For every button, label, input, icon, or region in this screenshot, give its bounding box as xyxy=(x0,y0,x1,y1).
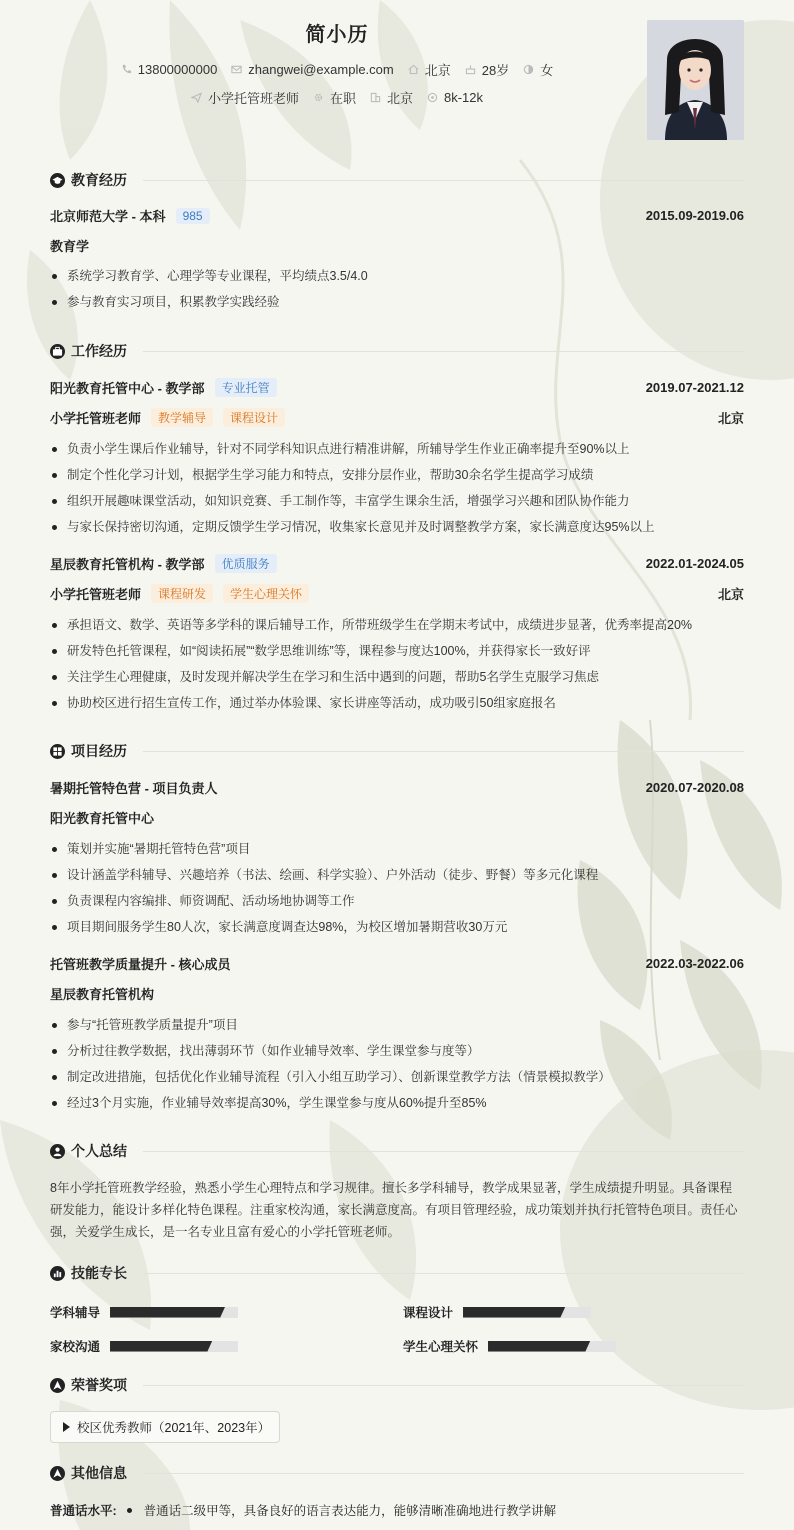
position-name: 小学托管班老师 xyxy=(50,587,142,602)
section-title: 工作经历 xyxy=(71,343,127,359)
home-icon xyxy=(408,64,419,75)
section-title: 荣誉奖项 xyxy=(71,1377,127,1393)
company-tag: 优质服务 xyxy=(215,554,277,573)
other-section xyxy=(50,1463,744,1518)
bullet-dot xyxy=(127,1508,132,1513)
section-title: 技能专长 xyxy=(71,1265,127,1281)
cake-icon xyxy=(465,64,476,75)
briefcase-icon xyxy=(50,344,65,359)
grid-icon xyxy=(50,744,65,759)
status-text: 在职 xyxy=(329,91,356,106)
skill-name: 学科辅导 xyxy=(50,1306,101,1320)
section-title: 个人总结 xyxy=(71,1143,127,1159)
skill-bar xyxy=(110,1307,238,1318)
list-item: 承担语文、数学、英语等多学科的课后辅导工作，所带班级学生在学期末考试中，成绩进步显著，优秀率提高20% xyxy=(50,612,744,638)
email-text: zhangwei@example.com xyxy=(248,62,394,77)
contact-row xyxy=(0,60,674,79)
company-name: 阳光教育托管中心 - 教学部 xyxy=(50,381,205,396)
phone-text: 13800000000 xyxy=(137,62,218,77)
skill-name: 学生心理关怀 xyxy=(403,1340,479,1354)
section-divider xyxy=(143,1273,744,1274)
section-header xyxy=(50,341,744,361)
award-item[interactable] xyxy=(50,1411,280,1443)
position-name: 小学托管班老师 xyxy=(50,411,142,426)
project-bullets xyxy=(50,836,744,940)
education-row xyxy=(50,206,744,225)
section-header xyxy=(50,1263,744,1283)
company-tag: 专业托管 xyxy=(215,378,277,397)
project-row xyxy=(50,954,744,973)
skill-bar-fill xyxy=(463,1307,565,1318)
list-item: 研发特色托管课程，如“阅读拓展”“数学思维训练”等，课程参与度达100%，并获得家长一致好评 xyxy=(50,638,744,664)
salary-item xyxy=(427,88,483,107)
other-label: 普通话水平: xyxy=(50,1504,117,1518)
list-item: 参与教育实习项目，积累教学实践经验 xyxy=(50,289,744,315)
list-item: 分析过往教学数据，找出薄弱环节（如作业辅导效率、学生课堂参与度等） xyxy=(50,1038,744,1064)
section-header xyxy=(50,1141,744,1161)
project-date: 2022.03-2022.06 xyxy=(645,956,744,971)
list-item: 负责小学生课后作业辅导，针对不同学科知识点进行精准讲解，所辅导学生作业正确率提升至90%以上 xyxy=(50,436,744,462)
job-company-row xyxy=(50,554,744,573)
section-divider xyxy=(143,351,744,352)
honors-section xyxy=(50,1375,744,1435)
mail-icon xyxy=(231,64,242,75)
section-divider xyxy=(143,1385,744,1386)
project-bullets xyxy=(50,1012,744,1116)
other-text: 普通话二级甲等，具备良好的语言表达能力，能够清晰准确地进行教学讲解 xyxy=(143,1504,557,1518)
profile-photo xyxy=(647,20,744,140)
building-icon xyxy=(370,92,381,103)
section-header xyxy=(50,1463,744,1483)
school-tag: 985 xyxy=(176,208,210,224)
work-city-text: 北京 xyxy=(386,91,413,106)
section-title: 教育经历 xyxy=(71,172,127,188)
skill-bar xyxy=(463,1307,591,1318)
status-item xyxy=(313,88,356,107)
phone-icon xyxy=(121,64,132,75)
list-item: 协助校区进行招生宣传工作，通过举办体验课、家长讲座等活动，成功吸引50组家庭报名 xyxy=(50,690,744,716)
gender-item xyxy=(523,60,553,79)
gear-icon xyxy=(313,92,324,103)
star-icon xyxy=(50,1466,65,1481)
section-title: 项目经历 xyxy=(71,743,127,759)
list-item: 制定个性化学习计划，根据学生学习能力和特点，安排分层作业，帮助30余名学生提高学习成绩 xyxy=(50,462,744,488)
skill-tag: 课程设计 xyxy=(223,408,285,427)
project-org: 星辰教育托管机构 xyxy=(50,987,155,1002)
section-header xyxy=(50,741,744,761)
projects-section xyxy=(50,741,744,1110)
email-item xyxy=(231,60,393,79)
list-item: 经过3个月实施，作业辅导效率提高30%，学生课堂参与度从60%提升至85% xyxy=(50,1090,744,1116)
list-item: 策划并实施“暑期托管特色营”项目 xyxy=(50,836,744,862)
list-item: 关注学生心理健康，及时发现并解决学生在学习和生活中遇到的问题，帮助5名学生克服学习焦虑 xyxy=(50,664,744,690)
job-date: 2019.07-2021.12 xyxy=(645,380,744,395)
list-item: 与家长保持密切沟通，定期反馈学生学习情况，收集家长意见并及时调整教学方案，家长满意度达95%以上 xyxy=(50,514,744,540)
skill-name: 家校沟通 xyxy=(50,1340,101,1354)
salary-text: 8k-12k xyxy=(444,90,484,105)
age-text: 28岁 xyxy=(481,63,510,78)
award-icon xyxy=(50,1378,65,1393)
major-name: 教育学 xyxy=(50,239,90,254)
candidate-name: 简小历 xyxy=(305,24,369,46)
other-item xyxy=(50,1501,556,1519)
job-company-row xyxy=(50,378,744,397)
education-date: 2015.09-2019.06 xyxy=(645,208,744,223)
award-text: 校区优秀教师（2021年、2023年） xyxy=(77,1421,271,1435)
city-item xyxy=(408,60,451,79)
list-item: 项目期间服务学生80人次，家长满意度调查达98%，为校区增加暑期营收30万元 xyxy=(50,914,744,940)
skill-tag: 课程研发 xyxy=(151,584,213,603)
person-icon xyxy=(50,1144,65,1159)
list-item: 负责课程内容编排、师资调配、活动场地协调等工作 xyxy=(50,888,744,914)
section-divider xyxy=(143,1473,744,1474)
skills-section xyxy=(50,1263,744,1354)
job-position-row xyxy=(50,584,744,603)
list-item: 设计涵盖学科辅导、兴趣培养（书法、绘画、科学实验）、户外活动（徒步、野餐）等多元化课程 xyxy=(50,862,744,888)
list-item: 组织开展趣味课堂活动，如知识竞赛、手工制作等，丰富学生课余生活，增强学习兴趣和团队协作能力 xyxy=(50,488,744,514)
project-date: 2020.07-2020.08 xyxy=(645,780,744,795)
project-row xyxy=(50,778,744,797)
skill-tag: 学生心理关怀 xyxy=(223,584,309,603)
list-item: 系统学习教育学、心理学等专业课程，平均绩点3.5/4.0 xyxy=(50,263,744,289)
job-position-row xyxy=(50,408,744,427)
intention-row xyxy=(0,88,674,107)
project-name: 暑期托管特色营 - 项目负责人 xyxy=(50,781,218,796)
graduation-cap-icon xyxy=(50,173,65,188)
phone-item xyxy=(121,60,218,79)
summary-section xyxy=(50,1141,744,1239)
skill-bar-fill xyxy=(488,1341,590,1352)
job-date: 2022.01-2024.05 xyxy=(645,556,744,571)
project-name: 托管班教学质量提升 - 核心成员 xyxy=(50,957,231,972)
school-name: 北京师范大学 - 本科 xyxy=(50,209,166,224)
section-header xyxy=(50,170,744,190)
skill-item xyxy=(403,1303,591,1321)
job-bullets xyxy=(50,436,744,540)
chart-icon xyxy=(50,1266,65,1281)
project-org: 阳光教育托管中心 xyxy=(50,811,155,826)
skill-name: 课程设计 xyxy=(403,1306,454,1320)
job-city: 北京 xyxy=(717,587,744,602)
skill-bar xyxy=(110,1341,238,1352)
gender-text: 女 xyxy=(540,63,554,78)
work-city-item xyxy=(370,88,413,107)
education-section xyxy=(50,170,744,309)
section-divider xyxy=(143,1151,744,1152)
skill-bar-fill xyxy=(110,1307,225,1318)
section-header xyxy=(50,1375,744,1395)
coin-icon xyxy=(427,92,438,103)
summary-text: 8年小学托管班教学经验，熟悉小学生心理特点和学习规律。擅长多学科辅导，教学成果显著，学生成绩提升明显。具备课程研发能力，能设计多样化特色课程。注重家校沟通，家长满意度高。有项目管理经验，成功策划并执行托管特色项目。责任心强，关爱学生成长，是一名专业且富有爱心的小学托管班老师。 xyxy=(50,1181,738,1239)
company-name: 星辰教育托管机构 - 教学部 xyxy=(50,557,205,572)
education-bullets xyxy=(50,263,744,315)
job-city: 北京 xyxy=(717,411,744,426)
section-divider xyxy=(143,180,744,181)
skill-item xyxy=(50,1303,238,1321)
skill-bar xyxy=(488,1341,616,1352)
list-item: 制定改进措施，包括优化作业辅导流程（引入小组互助学习）、创新课堂教学方法（情景模拟教学） xyxy=(50,1064,744,1090)
skill-tag: 教学辅导 xyxy=(151,408,213,427)
list-item: 参与“托管班教学质量提升”项目 xyxy=(50,1012,744,1038)
skill-bar-fill xyxy=(110,1341,212,1352)
age-item xyxy=(465,60,509,79)
user-icon xyxy=(523,64,534,75)
job-bullets xyxy=(50,612,744,716)
skill-item xyxy=(403,1337,616,1355)
job-target-item xyxy=(191,88,299,107)
section-divider xyxy=(143,751,744,752)
send-icon xyxy=(191,92,202,103)
job-target-text: 小学托管班老师 xyxy=(207,91,299,106)
work-section xyxy=(50,341,744,710)
skill-item xyxy=(50,1337,238,1355)
section-title: 其他信息 xyxy=(71,1465,127,1481)
city-text: 北京 xyxy=(424,63,451,78)
caret-right-icon xyxy=(63,1422,70,1432)
